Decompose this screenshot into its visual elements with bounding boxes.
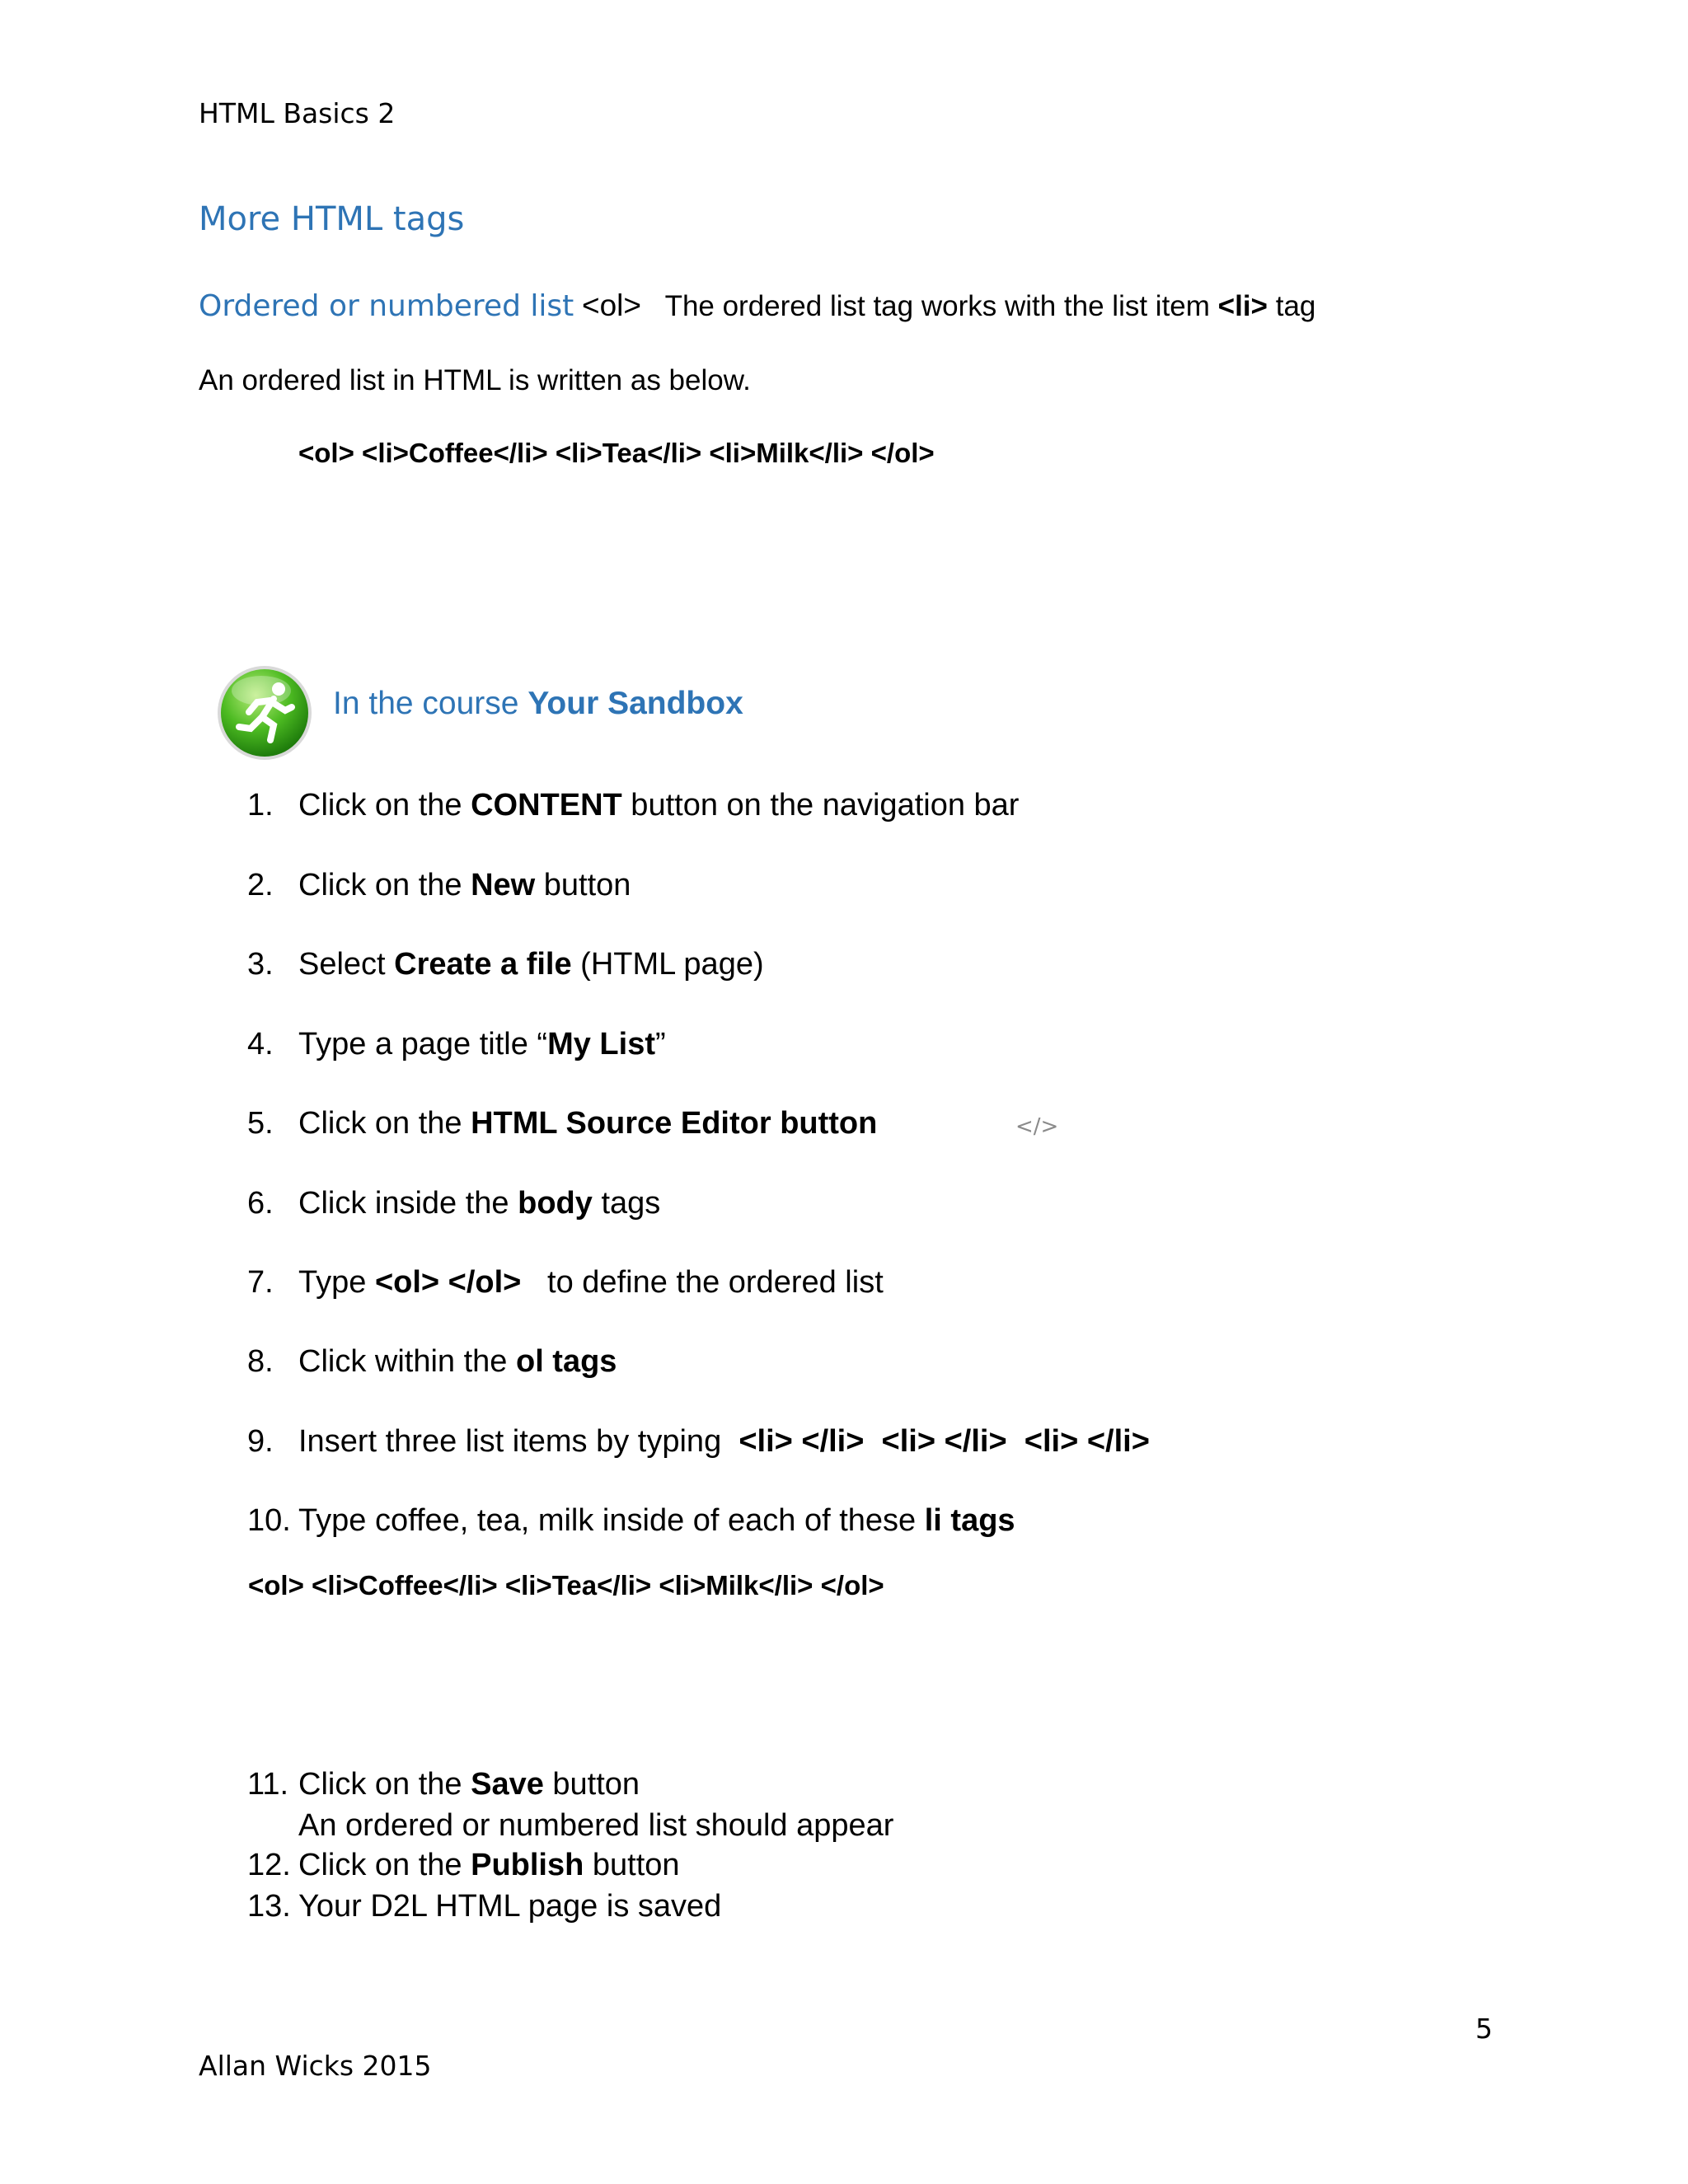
step-bold: New	[471, 868, 536, 902]
step-text: Click on the	[298, 868, 471, 902]
step-1	[247, 788, 1019, 823]
step-number: 12.	[247, 1848, 291, 1882]
ordered-list-description	[199, 288, 1315, 323]
runner-icon	[216, 664, 313, 762]
step-text: Type a page title “	[298, 1027, 548, 1062]
running-header: HTML Basics 2	[199, 97, 396, 129]
step-text: button	[584, 1848, 680, 1882]
footer-author: Allan Wicks 2015	[199, 2050, 432, 2082]
course-banner	[333, 686, 743, 722]
step-number: 1.	[247, 788, 274, 823]
html-source-editor-icon: </>	[1015, 1114, 1059, 1139]
step-text: Click on the	[298, 1848, 471, 1882]
step-11	[247, 1767, 640, 1802]
step-bold: li tags	[924, 1503, 1015, 1538]
course-banner-prefix: In the course	[333, 686, 519, 721]
step-bold: HTML Source Editor button	[471, 1106, 878, 1141]
step-text: Type	[298, 1265, 375, 1300]
code-line: <li>Tea</li>	[504, 1570, 652, 1601]
step-13	[247, 1889, 721, 1924]
code-line: <li>Coffee</li>	[312, 1570, 498, 1601]
running-man-icon	[216, 664, 313, 762]
step-number: 7.	[247, 1265, 274, 1300]
intro-text: An ordered list in HTML is written as below.	[199, 364, 751, 396]
step-number: 5.	[247, 1106, 274, 1141]
step-number: 11.	[247, 1767, 289, 1802]
step-2	[247, 868, 631, 903]
li-tag-text: <li>	[1217, 290, 1268, 322]
step-text: Your D2L HTML page is saved	[298, 1889, 722, 1924]
code-line: <ol>	[248, 1570, 304, 1601]
code-line: <li>Coffee</li>	[362, 438, 548, 468]
ordered-list-desc-pre: The ordered list tag works with the list item	[664, 290, 1210, 322]
step-bold: Save	[471, 1767, 544, 1802]
step-9	[247, 1424, 1150, 1460]
step-text: Type coffee, tea, milk inside of each of these	[298, 1503, 925, 1538]
ordered-list-subheading: Ordered or numbered list	[199, 289, 574, 323]
code-line: <li>Milk</li>	[659, 1570, 814, 1601]
step-number: 6.	[247, 1186, 274, 1221]
step-12	[247, 1848, 680, 1883]
step-8	[247, 1344, 617, 1380]
step-11-note	[247, 1808, 893, 1844]
step-text: tags	[592, 1186, 661, 1221]
step-6	[247, 1186, 660, 1221]
step-number: 9.	[247, 1424, 274, 1459]
step-bold: Create a file	[394, 947, 572, 982]
code-line: <li>Tea</li>	[555, 438, 702, 468]
step-number: 13.	[247, 1889, 291, 1924]
step-text: button on the navigation bar	[621, 788, 1020, 823]
step-bold: My List	[547, 1027, 655, 1062]
code-line: <li>Milk</li>	[709, 438, 864, 468]
step-text: Click inside the	[298, 1186, 518, 1221]
ol-tag-text: <ol>	[582, 288, 642, 322]
step-text: Click on the	[298, 788, 471, 823]
step-bold: ol tags	[515, 1344, 617, 1379]
code-line: <ol>	[298, 438, 354, 468]
code-example-2	[248, 1569, 884, 1603]
step-5	[247, 1106, 877, 1141]
step-text: button	[543, 1767, 640, 1802]
step-10	[247, 1503, 1015, 1539]
step-text: Click within the	[298, 1344, 516, 1379]
code-line: </ol>	[870, 438, 935, 468]
step-3	[247, 947, 764, 982]
course-banner-strong: Your Sandbox	[528, 686, 743, 721]
step-text: Click on the	[298, 1106, 471, 1141]
step-number: 2.	[247, 868, 274, 902]
step-text: Insert three list items by typing	[298, 1424, 730, 1459]
step-number: 4.	[247, 1027, 274, 1062]
step-text: ”	[654, 1027, 666, 1062]
step-bold: Publish	[471, 1848, 584, 1882]
step-number: 8.	[247, 1344, 274, 1379]
ordered-list-desc-post: tag	[1275, 290, 1316, 322]
step-bold: <li> </li> <li> </li> <li> </li>	[729, 1424, 1150, 1459]
step-7	[247, 1265, 884, 1301]
step-text: button	[535, 868, 631, 902]
section-heading: More HTML tags	[199, 200, 465, 238]
step-number: 10.	[247, 1503, 291, 1538]
step-text: to define the ordered list	[521, 1265, 884, 1300]
step-bold: CONTENT	[471, 788, 622, 823]
step-bold: body	[518, 1186, 593, 1221]
code-example-1	[298, 437, 935, 471]
step-text: (HTML page)	[571, 947, 764, 982]
step-text: Select	[298, 947, 395, 982]
page-number: 5	[1475, 2013, 1493, 2045]
step-text: An ordered or numbered list should appear	[298, 1808, 894, 1843]
step-text: Click on the	[298, 1767, 471, 1802]
step-4	[247, 1027, 666, 1062]
code-line: </ol>	[820, 1570, 884, 1601]
step-number: 3.	[247, 947, 274, 982]
step-bold: <ol> </ol>	[374, 1265, 522, 1300]
